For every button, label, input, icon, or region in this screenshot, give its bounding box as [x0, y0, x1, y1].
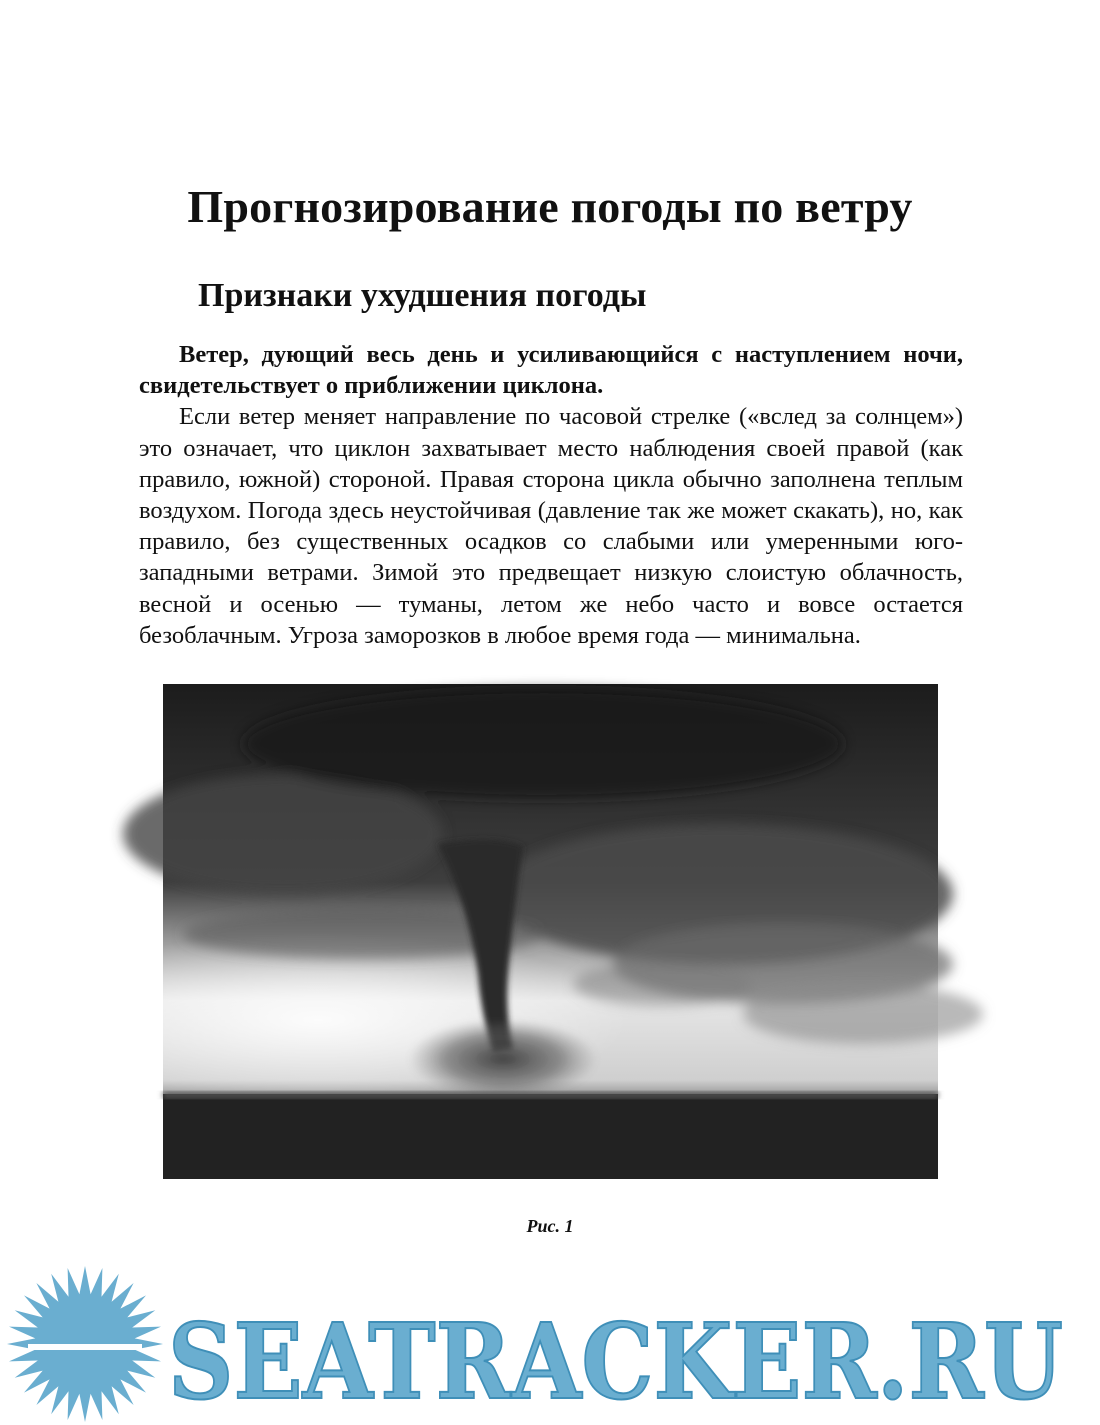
body-paragraph: Если ветер меняет направление по часовой стрелке («вслед за солнцем») это означает, что циклон захватывает место наблюдения своей правой (как правило, южной) стороной. Правая сторона цикла обычно заполнена теплым воздухом. Погода здесь неустойчивая (давление так же может скакать), но, как правило, без существенных осадков со слабыми или умеренными юго-западными ветрами. Зимой это предвещает низкую слоистую облачность, весной и осенью — туманы, летом же небо часто и вовсе остается безоблачным. Угроза заморозков в любое время года — минимальна. [139, 403, 963, 649]
sun-logo-icon [7, 1266, 163, 1422]
lead-paragraph: Ветер, дующий весь день и усиливающийся с наступлением ночи, свидетельствует о приближении циклона. [139, 341, 963, 400]
section-heading: Признаки ухудшения погоды [198, 277, 647, 314]
article-body [139, 339, 963, 651]
figure-caption: Рис. 1 [526, 1216, 574, 1236]
watermark [0, 1262, 1080, 1425]
watermark-text: SEATRACKER.RU [168, 1300, 1063, 1423]
page-title: Прогнозирование погоды по ветру [187, 181, 913, 232]
tornado-photo [163, 684, 938, 1179]
